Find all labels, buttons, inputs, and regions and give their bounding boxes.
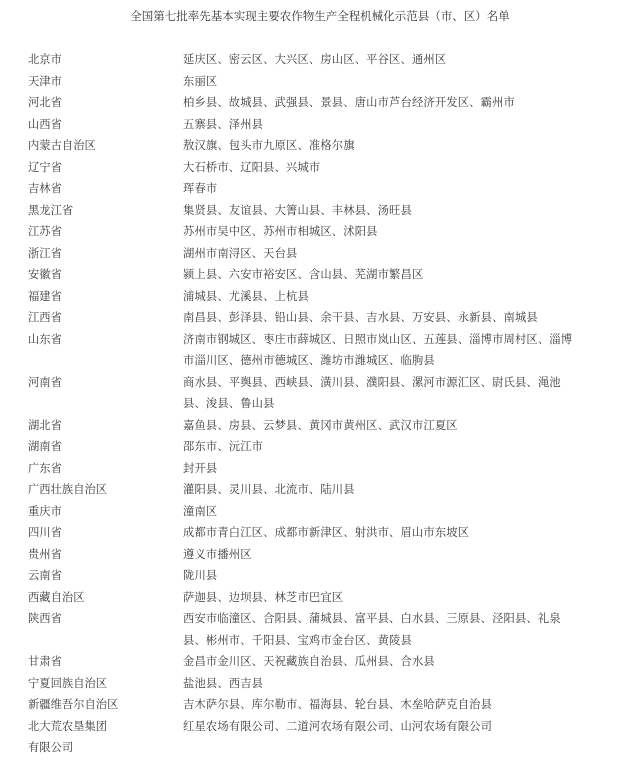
county-names: 潼南区 [183,504,218,518]
county-names: 遵义市播州区 [183,547,252,561]
list-item [0,522,640,544]
county-names: 成都市青白江区、成都市新津区、射洪市、眉山市东坡区 [183,526,470,539]
county-names: 红星农场有限公司、二道河农场有限公司、山河农场有限公司 [183,719,493,733]
county-names: 大石桥市、辽阳县、兴城市 [183,160,321,174]
county-names: 济南市钢城区、枣庄市薛城区、日照市岚山区、五莲县、淄博市周村区、淄博市淄川区、德州市德城区、潍坊市潍城区、临朐县 [183,332,573,367]
list-item [0,673,640,695]
province-name: 安徽省 [28,268,62,281]
province-name: 河南省 [28,375,62,389]
list-item [0,157,640,179]
province-name: 北京市 [28,53,62,66]
county-names: 集贤县、友谊县、大箐山县、丰林县、汤旺县 [183,203,412,217]
county-names: 五寨县、泽州县 [183,117,264,131]
county-names: 南昌县、彭泽县、铅山县、余干县、吉水县、万安县、永新县、南城县 [183,311,538,324]
province-name: 新疆维吾尔自治区 [28,698,119,711]
province-name: 浙江省 [28,246,62,260]
list-item [0,544,640,566]
county-names: 西安市临潼区、合阳县、蒲城县、富平县、白水县、三原县、泾阳县、礼泉县、彬州市、千阳县、宝鸡市金台区、黄陵县 [183,612,561,647]
list-item [0,372,640,415]
list-item [0,479,640,501]
county-names: 颍上县、六安市裕安区、含山县、芜湖市繁昌区 [183,268,424,281]
county-names: 陇川县 [183,569,218,582]
province-name: 吉林省 [28,182,62,195]
county-names: 盐池县、西吉县 [183,676,264,690]
list-item [0,436,640,458]
list-item [0,114,640,136]
province-name: 湖南省 [28,440,62,453]
county-names: 珲春市 [183,182,218,195]
province-name: 黑龙江省 [28,203,74,217]
county-names: 东丽区 [183,74,218,88]
county-names: 柏乡县、故城县、武强县、景县、唐山市芦台经济开发区、霸州市 [183,96,515,109]
county-names: 封开县 [183,461,218,475]
province-name: 广西壮族自治区 [28,483,108,496]
list-item [0,415,640,437]
province-name: 湖北省 [28,418,62,432]
province-name: 陕西省 [28,612,62,625]
list-item [0,307,640,329]
county-names: 萨迦县、边坝县、林芝市巴宜区 [183,590,344,604]
province-name: 西藏自治区 [28,590,85,604]
county-list [0,49,640,759]
county-names: 延庆区、密云区、大兴区、房山区、平谷区、通州区 [183,53,447,66]
province-name: 江西省 [28,311,62,324]
list-item [0,716,640,759]
province-name: 甘肃省 [28,655,62,668]
list-item [0,49,640,71]
page-title: 全国第七批率先基本实现主要农作物生产全程机械化示范县（市、区）名单 [130,9,510,23]
list-item [0,651,640,673]
list-item [0,200,640,222]
county-names: 金昌市金川区、天祝藏族自治县、瓜州县、合水县 [183,655,435,668]
county-names: 吉木萨尔县、库尔勒市、福海县、轮台县、木垒哈萨克自治县 [183,698,493,711]
province-name: 贵州省 [28,547,62,561]
province-name: 云南省 [28,569,62,582]
list-item [0,135,640,157]
province-name: 天津市 [28,74,62,88]
province-name: 江苏省 [28,225,62,238]
list-item [0,587,640,609]
province-name: 山东省 [28,332,62,346]
list-item [0,694,640,716]
province-name: 福建省 [28,289,62,303]
list-item [0,501,640,523]
list-item [0,243,640,265]
county-names: 商水县、平舆县、西峡县、潢川县、濮阳县、漯河市源汇区、尉氏县、渑池县、浚县、鲁山县 [183,375,561,410]
province-name: 宁夏回族自治区 [28,676,108,690]
list-item [0,71,640,93]
province-name: 河北省 [28,96,62,109]
county-names: 苏州市吴中区、苏州市相城区、沭阳县 [183,225,378,238]
county-names: 嘉鱼县、房县、云梦县、黄冈市黄州区、武汉市江夏区 [183,418,458,432]
list-item [0,92,640,114]
list-item [0,286,640,308]
list-item [0,178,640,200]
province-name: 内蒙古自治区 [28,139,96,152]
province-name: 重庆市 [28,504,62,518]
province-name: 广东省 [28,461,62,475]
county-names: 浦城县、尤溪县、上杭县 [183,289,309,303]
list-item [0,264,640,286]
list-item [0,608,640,651]
province-name: 北大荒农垦集团 有限公司 [28,719,108,754]
county-names: 邵东市、沅江市 [183,440,264,453]
list-item [0,329,640,372]
list-item [0,565,640,587]
county-names: 敖汉旗、包头市九原区、准格尔旗 [183,139,355,152]
list-item [0,458,640,480]
province-name: 山西省 [28,117,62,131]
county-names: 灌阳县、灵川县、北流市、陆川县 [183,483,355,496]
province-name: 四川省 [28,526,62,539]
list-item [0,221,640,243]
county-names: 湖州市南浔区、天台县 [183,246,298,260]
province-name: 辽宁省 [28,160,62,174]
